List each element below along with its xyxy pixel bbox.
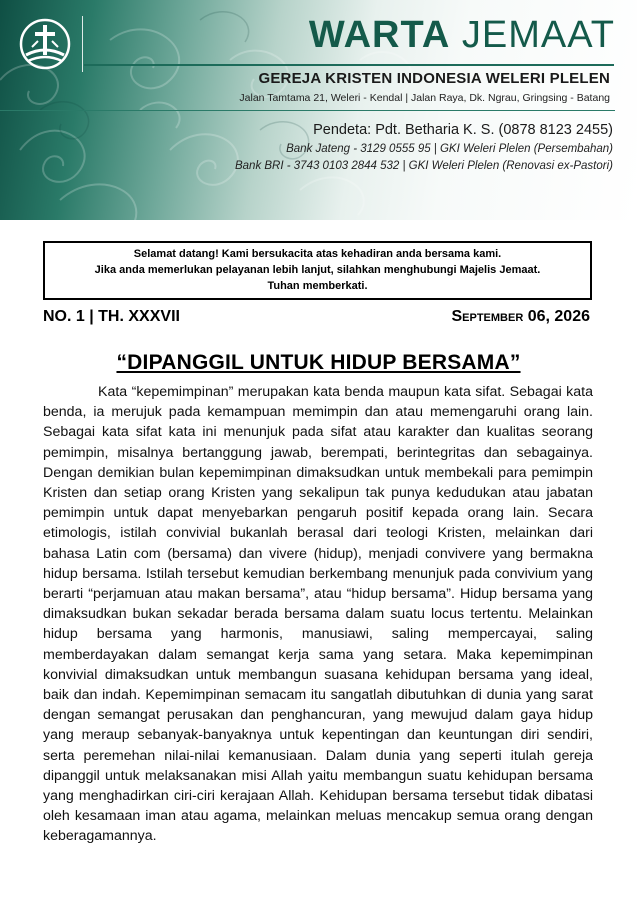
- welcome-line-2: Jika anda memerlukan pelayanan lebih lanjut, silahkan menghubungi Majelis Jemaat.: [94, 264, 541, 276]
- pastor-contact: Pendeta: Pdt. Betharia K. S. (0878 8123 2455): [313, 122, 613, 138]
- church-logo-icon: [18, 17, 72, 71]
- title-light-word: JEMAAT: [461, 14, 615, 56]
- article-paragraph: Kata “kepemimpinan” merupakan kata benda maupun kata sifat. Sebagai kata benda, ia merujuk pada kemampuan memimpin dan atau memengaruhi orang lain. Sebagai kata sifat kata ini menunjuk pada sifat atau karakter dan kualitas seorang pemimpin, misalnya bertanggung jawab, berempati, berintegritas dan sebagainya. Dengan demikian bulan kepemimpinan dimaksudkan untuk membekali para pemimpin Kristen dan setiap orang Kristen yang sekalipun tak punya kedudukan atau jabatan pemimpin untuk dapat menyebarkan pengaruh positif kepada orang lain. Secara etimologis, istilah convivial bukanlah berasal dari teologi Kristen, melainkan dari bahasa Latin com (bersama) dan vivere (hidup), menjadi convivere yang bermakna hidup bersama. Istilah tersebut kemudian berkembang menunjuk pada convivium yang berarti “perjamuan atau makan bersama”, atau “hidup bersama”. Hidup bersama yang dimaksudkan bukan sekadar berada bersama dalam suatu locus tertentu. Melainkan hidup bersama yang harmonis, manusiawi, saling mempercayai, saling memberdayakan dalam semangat kerja sama yang setara. Maka kepemimpinan konvivial dimaksudkan untuk membangun suasana kehidupan bersama yang ideal, baik dan indah. Kepemimpinan semacam itu sangatlah dibutuhkan di dunia yang sarat dengan semangat perusakan dan penghancuran, yang mewujud dalam gaya hidup yang meraup sebanyak-banyaknya untuk kepentingan dan keuntungan diri sendiri, serta peremehan nilai-nilai kemanusiaan. Dalam dunia yang seperti itulah gereja dipanggil untuk melaksanakan misi Allah yaitu membangun suatu kehidupan bersama yang menghadirkan ciri-ciri kerajaan Allah. Kehidupan bersama tersebut tidak dibatasi oleh kesamaan iman atau agama, melainkan meluas mencakup semua orang dengan keberagamannya.: [43, 384, 593, 845]
- bank-account-2: Bank BRI - 3743 0103 2844 532 | GKI Weleri Plelen (Renovasi ex-Pastori): [234, 160, 613, 172]
- title-underline: [84, 64, 614, 66]
- article-body: [43, 382, 593, 847]
- bank-account-1: Bank Jateng - 3129 0555 95 | GKI Weleri Plelen (Persembahan): [286, 143, 613, 155]
- header-divider: [0, 110, 615, 111]
- church-name: GEREJA KRISTEN INDONESIA WELERI PLELEN: [258, 70, 610, 87]
- newsletter-title: [309, 14, 615, 57]
- logo-divider: [82, 16, 83, 72]
- article-title: “DIPANGGIL UNTUK HIDUP BERSAMA”: [116, 351, 521, 374]
- welcome-box: [43, 241, 592, 300]
- welcome-line-1: Selamat datang! Kami bersukacita atas kehadiran anda bersama kami.: [133, 248, 502, 260]
- welcome-line-3: Tuhan memberkati.: [267, 280, 368, 292]
- issue-date: September 06, 2026: [451, 308, 590, 325]
- church-address: Jalan Tamtama 21, Weleri - Kendal | Jalan Raya, Dk. Ngrau, Gringsing - Batang: [239, 92, 610, 104]
- title-bold-word: WARTA: [308, 14, 451, 56]
- issue-number: NO. 1 | TH. XXXVII: [43, 308, 180, 325]
- header-banner: [0, 0, 637, 220]
